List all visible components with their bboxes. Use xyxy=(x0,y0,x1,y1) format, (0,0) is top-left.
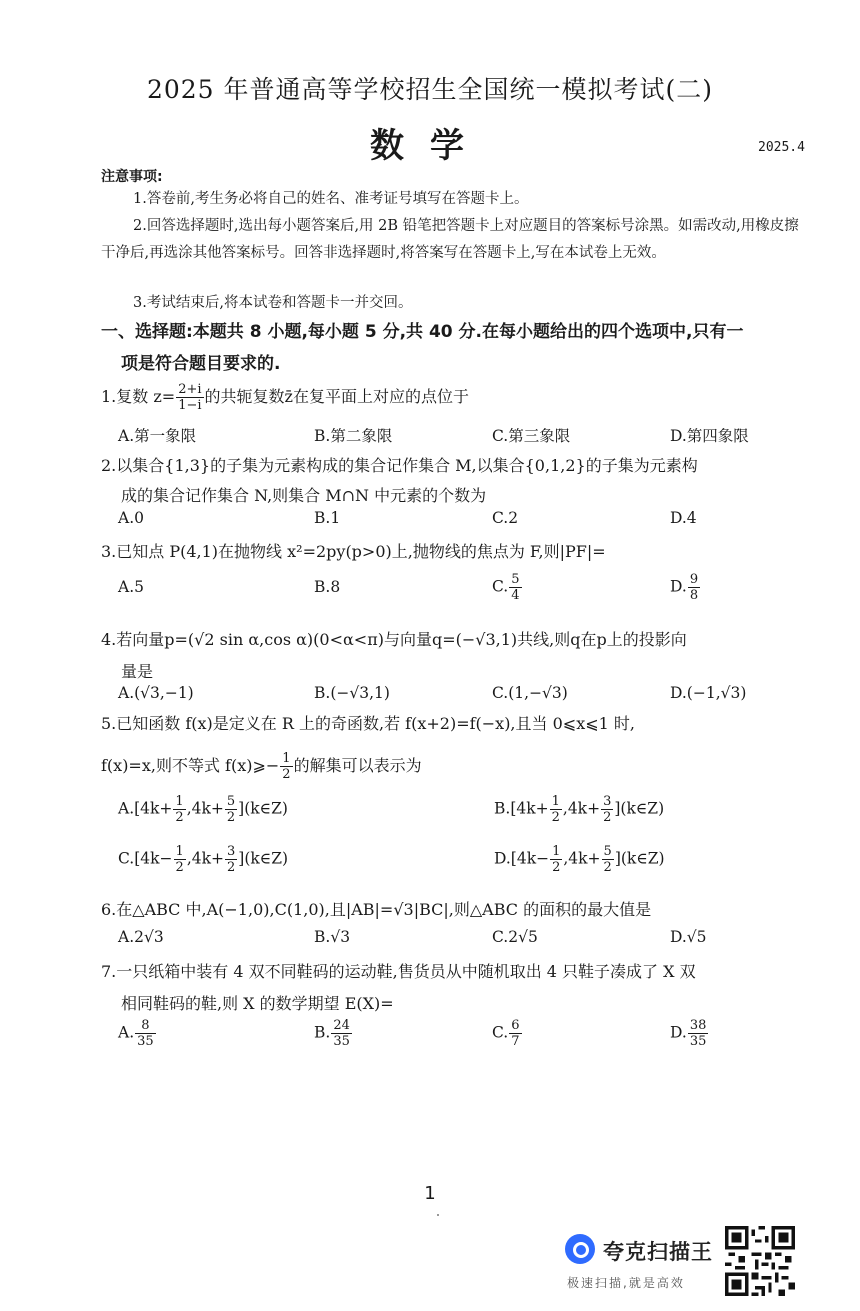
q5-option-b xyxy=(494,794,664,825)
q7-line-1: 7.一只纸箱中装有 4 双不同鞋码的运动鞋,售货员从中随机取出 4 只鞋子凑成了 X 双 xyxy=(101,962,696,981)
q5-d-mid: ,4k+ xyxy=(563,849,601,868)
page-number: 1 xyxy=(424,1183,436,1204)
q7-d-den: 35 xyxy=(689,1034,707,1049)
question-6: 6.在△ABC 中,A(−1,0),C(1,0),且|AB|=√3|BC|,则△ABC 的面积的最大值是 xyxy=(101,900,652,919)
q5-c-frac-2 xyxy=(225,844,237,875)
q7-d-label: D. xyxy=(670,1023,687,1042)
q7-option-b xyxy=(314,1018,353,1049)
q5-a-frac-1 xyxy=(173,794,185,825)
q4-option-b: B.(−√3,1) xyxy=(314,684,390,702)
q7-option-d xyxy=(670,1018,709,1049)
q5-a-d1: 2 xyxy=(175,810,184,825)
q7-options xyxy=(118,1018,818,1058)
q5-line-2-fraction xyxy=(280,751,292,782)
q2-line-2: 成的集合记作集合 N,则集合 M∩N 中元素的个数为 xyxy=(121,486,487,505)
exam-title: 2025 年普通高等学校招生全国统一模拟考试(二) xyxy=(146,75,714,104)
watermark-app-name: 夸克扫描王 xyxy=(603,1240,713,1264)
scan-dot xyxy=(437,1214,439,1216)
question-4 xyxy=(101,624,811,688)
q7-c-label: C. xyxy=(492,1023,509,1042)
q3-option-d-fraction xyxy=(688,572,700,603)
section-line-2: 项是符合题目要求的. xyxy=(121,354,281,374)
q7-b-label: B. xyxy=(314,1023,331,1042)
q5-c-mid: ,4k+ xyxy=(186,849,224,868)
q4-option-c: C.(1,−√3) xyxy=(492,684,568,702)
q7-c-den: 7 xyxy=(511,1034,520,1049)
q7-c-num: 6 xyxy=(511,1018,520,1033)
q5-line-1: 5.已知函数 f(x)是定义在 R 上的奇函数,若 f(x+2)=f(−x),且当 0⩽x⩽1 时, xyxy=(101,714,635,733)
q5-d-frac-2 xyxy=(602,844,614,875)
q2-option-b: B.1 xyxy=(314,509,341,527)
question-3: 3.已知点 P(4,1)在抛物线 x²=2py(p>0)上,抛物线的焦点为 F,则|PF|= xyxy=(101,542,606,561)
q5-d-post: ](k∈Z) xyxy=(614,849,665,868)
q5-options-row-2 xyxy=(118,844,818,884)
q2-line-1: 2.以集合{1,3}的子集为元素构成的集合记作集合 M,以集合{0,1,2}的子集为元素构 xyxy=(101,456,698,475)
q5-a-post: ](k∈Z) xyxy=(238,799,288,818)
q3-options xyxy=(118,572,818,612)
q1-option-c: C.第三象限 xyxy=(492,427,571,445)
q5-a-frac-2 xyxy=(225,794,237,825)
q1-option-b: B.第二象限 xyxy=(314,427,393,445)
q5-frac-num: 1 xyxy=(282,751,291,766)
q5-line-2 xyxy=(101,751,811,782)
q5-b-d1: 2 xyxy=(551,810,560,825)
q2-option-a: A.0 xyxy=(118,509,144,527)
q5-c-pre: C.[4k− xyxy=(118,849,173,868)
q5-a-n2: 5 xyxy=(226,794,236,809)
q3-d-den: 8 xyxy=(689,588,699,603)
q5-option-d xyxy=(494,844,665,875)
q5-c-d2: 2 xyxy=(226,860,236,875)
q3-c-num: 5 xyxy=(511,572,520,587)
q5-options-row-1 xyxy=(118,794,818,834)
q6-option-c: C.2√5 xyxy=(492,928,538,946)
q3-d-num: 9 xyxy=(689,572,699,587)
watermark-slogan: 极速扫描,就是高效 xyxy=(567,1276,685,1290)
question-2 xyxy=(101,451,811,511)
q7-b-den: 35 xyxy=(333,1034,350,1049)
q5-a-pre: A.[4k+ xyxy=(118,799,173,818)
q5-d-n2: 5 xyxy=(603,844,612,859)
q5-c-n2: 3 xyxy=(226,844,236,859)
q5-c-frac-1 xyxy=(174,844,186,875)
q1-prefix: 1.复数 z= xyxy=(101,387,176,406)
q6-option-a: A.2√3 xyxy=(118,928,164,946)
q6-option-b: B.√3 xyxy=(314,928,351,946)
q5-b-pre: B.[4k+ xyxy=(494,799,549,818)
q5-d-pre: D.[4k− xyxy=(494,849,550,868)
notice-item-2: 2.回答选择题时,选出每小题答案后,用 2B 铅笔把答题卡上对应题目的答案标号涂黑。如需改动,用橡皮擦干净后,再选涂其他答案标号。回答非选择题时,将答案写在答题卡上,写在本试卷上无效。 xyxy=(101,218,799,261)
q5-option-a xyxy=(118,794,288,825)
exam-date: 2025.4 xyxy=(758,140,805,155)
q5-b-post: ](k∈Z) xyxy=(614,799,665,818)
q3-option-a: A.5 xyxy=(118,578,144,596)
section-heading xyxy=(101,316,811,380)
q7-line-2: 相同鞋码的鞋,则 X 的数学期望 E(X)= xyxy=(121,994,394,1013)
question-7 xyxy=(101,956,811,1020)
q4-option-d: D.(−1,√3) xyxy=(670,684,747,702)
q7-c-frac xyxy=(509,1018,521,1049)
q5-b-frac-1 xyxy=(550,794,562,825)
q1-option-a: A.第一象限 xyxy=(118,427,197,445)
q1-fraction-num: 2+i xyxy=(178,382,202,397)
scanner-watermark xyxy=(565,1224,795,1302)
q5-line-2-suffix: 的解集可以表示为 xyxy=(293,756,422,775)
q4-line-2: 量是 xyxy=(121,662,154,681)
q5-option-c xyxy=(118,844,288,875)
q7-a-den: 35 xyxy=(137,1034,154,1049)
q5-b-n2: 3 xyxy=(603,794,612,809)
question-1 xyxy=(101,382,811,413)
q7-option-a xyxy=(118,1018,157,1049)
q7-d-num: 38 xyxy=(689,1018,707,1033)
q3-c-den: 4 xyxy=(511,588,520,603)
q1-fraction xyxy=(176,382,203,413)
q5-b-mid: ,4k+ xyxy=(562,799,601,818)
q5-d-d1: 2 xyxy=(552,860,561,875)
quark-logo-icon xyxy=(565,1234,595,1264)
q7-option-c xyxy=(492,1018,523,1049)
q1-suffix: 的共轭复数z̄在复平面上对应的点位于 xyxy=(204,387,469,406)
q5-frac-den: 2 xyxy=(282,767,291,782)
q5-d-frac-1 xyxy=(550,844,562,875)
q3-option-d xyxy=(670,572,701,603)
section-line-1: 一、选择题:本题共 8 小题,每小题 5 分,共 40 分.在每小题给出的四个选项中,只有一 xyxy=(101,322,744,342)
notice-item-1: 1.答卷前,考生务必将自己的姓名、准考证号填写在答题卡上。 xyxy=(133,191,529,207)
q1-fraction-den: 1−i xyxy=(178,398,202,413)
q7-d-frac xyxy=(688,1018,709,1049)
q5-d-n1: 1 xyxy=(552,844,561,859)
q5-c-post: ](k∈Z) xyxy=(238,849,289,868)
q7-a-frac xyxy=(135,1018,156,1049)
q4-option-a: A.(√3,−1) xyxy=(118,684,194,702)
q7-a-num: 8 xyxy=(135,1018,156,1034)
q5-c-d1: 2 xyxy=(175,860,184,875)
q5-a-n1: 1 xyxy=(175,794,184,809)
q3-option-c-fraction xyxy=(509,572,521,603)
q5-d-d2: 2 xyxy=(603,860,612,875)
notice-heading: 注意事项: xyxy=(101,169,163,185)
q2-option-c: C.2 xyxy=(492,509,519,527)
q3-option-b: B.8 xyxy=(314,578,341,596)
q3-option-c-label: C. xyxy=(492,577,509,596)
q4-line-1: 4.若向量p=(√2 sin α,cos α)(0<α<π)与向量q=(−√3,1)共线,则q在p上的投影向 xyxy=(101,630,687,649)
notice-item-3: 3.考试结束后,将本试卷和答题卡一并交回。 xyxy=(133,295,413,311)
q5-a-d2: 2 xyxy=(226,810,236,825)
qr-code-icon xyxy=(725,1224,795,1298)
q7-b-num: 24 xyxy=(333,1018,350,1033)
question-5 xyxy=(101,709,811,782)
q5-c-n1: 1 xyxy=(175,844,184,859)
q5-b-d2: 2 xyxy=(603,810,612,825)
subject-title: 数学 xyxy=(370,126,490,166)
q5-b-n1: 1 xyxy=(551,794,560,809)
q5-a-mid: ,4k+ xyxy=(186,799,224,818)
q3-option-d-label: D. xyxy=(670,577,687,596)
q5-b-frac-2 xyxy=(601,794,613,825)
q2-option-d: D.4 xyxy=(670,509,697,527)
q5-line-2-prefix: f(x)=x,则不等式 f(x)⩾− xyxy=(101,756,280,775)
q6-option-d: D.√5 xyxy=(670,928,707,946)
q1-option-d: D.第四象限 xyxy=(670,427,749,445)
q3-option-c xyxy=(492,572,523,603)
q7-b-frac xyxy=(331,1018,352,1049)
q7-a-label: A. xyxy=(118,1023,135,1042)
